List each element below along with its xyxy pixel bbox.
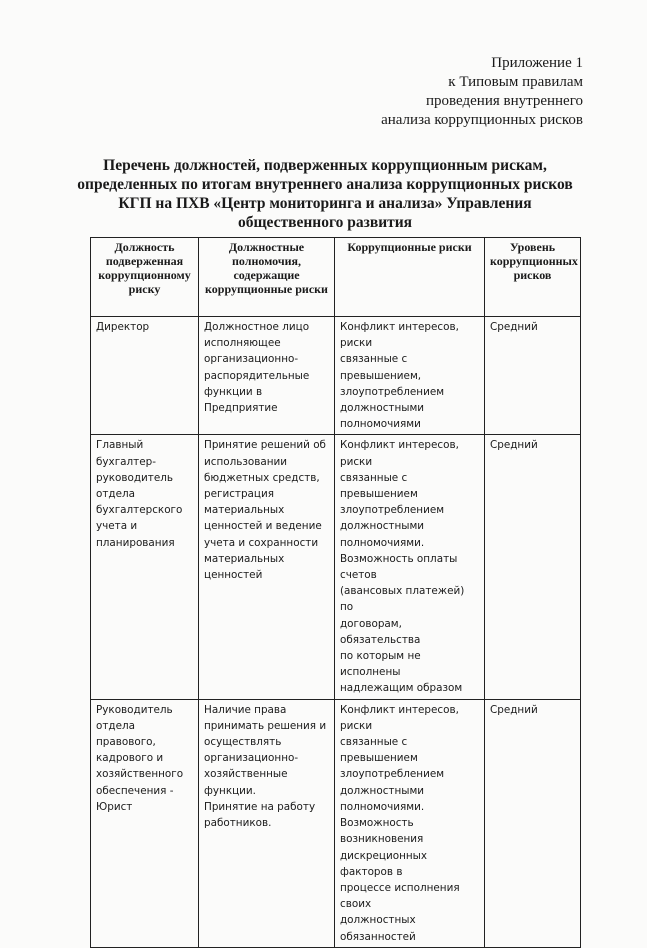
cell-text: злоупотреблением xyxy=(340,504,445,517)
cell-text: материальных xyxy=(204,552,285,565)
cell-text: отдела xyxy=(96,488,135,501)
header-powers: Должностные полномочия, содержащие коррупционные риски xyxy=(199,238,335,317)
cell-text: злоупотреблением xyxy=(340,385,445,398)
cell-text: Средний xyxy=(490,321,538,333)
appendix-line: Приложение 1 xyxy=(491,55,583,71)
header-position: Должность подверженная коррупционному риску xyxy=(91,238,199,317)
header-risks: Коррупционные риски xyxy=(335,238,485,317)
cell-text: руководитель xyxy=(96,471,174,484)
cell-text: полномочиями xyxy=(340,418,421,431)
cell-text: распорядительные xyxy=(204,369,310,382)
cell-text: Конфликт интересов, риски xyxy=(340,703,459,732)
table-header-row xyxy=(91,238,581,317)
cell-text: связанные с превышением, xyxy=(340,353,422,382)
table-row xyxy=(91,699,581,947)
appendix-line: анализа коррупционных рисков xyxy=(381,112,583,128)
cell-text: Юрист xyxy=(96,800,133,813)
cell-text: связанные с превышением xyxy=(340,736,418,765)
cell-text: должностными xyxy=(340,520,425,533)
cell-text: (авансовых платежей) по xyxy=(340,585,465,614)
title-line: Перечень должностей, подверженных коррупционным рискам, xyxy=(103,157,547,174)
cell-text: бухгалтерского xyxy=(96,504,183,517)
cell-text: материальных xyxy=(204,504,285,517)
cell-text: должностными xyxy=(340,784,425,797)
cell-text: исполняющее xyxy=(204,337,281,350)
cell-text: надлежащим образом xyxy=(340,682,463,695)
table-row xyxy=(91,435,581,699)
cell-text: процессе исполнения своих xyxy=(340,881,460,911)
cell-position xyxy=(91,435,199,699)
cell-position xyxy=(91,699,199,947)
title-line: общественного развития xyxy=(237,214,413,231)
corruption-risks-table xyxy=(90,237,581,948)
appendix-note xyxy=(381,54,583,130)
cell-level xyxy=(485,435,581,699)
cell-text: ценностей и ведение xyxy=(204,520,322,533)
cell-text: использовании xyxy=(204,455,288,468)
cell-text: договорам, обязательства xyxy=(340,617,421,646)
cell-text: полномочиями. xyxy=(340,536,425,549)
cell-text: регистрация xyxy=(204,488,275,501)
cell-text: должностных обязанностей xyxy=(340,914,416,943)
cell-text: должностными xyxy=(340,402,425,415)
document-title xyxy=(70,156,580,232)
cell-position xyxy=(91,317,199,435)
appendix-line: проведения внутреннего xyxy=(426,93,583,109)
cell-level xyxy=(485,317,581,435)
cell-text: бюджетных средств, xyxy=(204,471,320,484)
cell-text: отдела правового, xyxy=(96,719,156,749)
title-line: определенных по итогам внутреннего анализа коррупционных рисков xyxy=(77,176,573,193)
cell-text: Возможность xyxy=(340,817,414,830)
cell-text: Принятие решений об xyxy=(204,439,326,452)
cell-text: Наличие права xyxy=(204,703,287,716)
cell-risks xyxy=(335,699,485,947)
title-line: КГП на ПХВ «Центр мониторинга и анализа» Управления xyxy=(118,195,532,212)
cell-text: Конфликт интересов, риски xyxy=(340,439,459,468)
cell-risks xyxy=(335,435,485,699)
cell-text: Должностное лицо xyxy=(204,321,310,333)
cell-text: учета и xyxy=(96,520,138,533)
cell-text: учета и сохранности xyxy=(204,536,319,549)
cell-level xyxy=(485,699,581,947)
cell-text: Возможность оплаты счетов xyxy=(340,552,458,582)
cell-text: работников. xyxy=(204,817,272,830)
cell-text: Главный бухгалтер- xyxy=(96,439,156,468)
cell-powers xyxy=(199,435,335,699)
cell-text: злоупотреблением xyxy=(340,768,445,781)
cell-text: организационно- xyxy=(204,752,299,765)
appendix-line: к Типовым правилам xyxy=(448,74,583,90)
cell-text: хозяйственного xyxy=(96,768,184,781)
cell-text: хозяйственные функции. xyxy=(204,768,288,797)
cell-text: Конфликт интересов, риски xyxy=(340,321,459,350)
table-row xyxy=(91,317,581,435)
cell-text: Директор xyxy=(96,321,150,333)
cell-text: принимать решения и xyxy=(204,719,327,732)
cell-text: Руководитель xyxy=(96,703,173,716)
cell-powers xyxy=(199,317,335,435)
cell-text: обеспечения - xyxy=(96,784,174,797)
cell-text: Средний xyxy=(490,439,538,452)
cell-text: ценностей xyxy=(204,569,263,582)
cell-text: дискреционных факторов в xyxy=(340,849,428,878)
cell-text: связанные с превышением xyxy=(340,471,418,501)
cell-powers xyxy=(199,699,335,947)
cell-text: по которым не исполнены xyxy=(340,650,421,679)
cell-text: планирования xyxy=(96,536,175,549)
cell-text: Принятие на работу xyxy=(204,800,316,813)
cell-text: Средний xyxy=(490,703,538,716)
header-level: Уровень коррупционных рисков xyxy=(485,238,581,317)
cell-text: полномочиями. xyxy=(340,800,425,813)
cell-text: организационно- xyxy=(204,353,299,366)
cell-text: возникновения xyxy=(340,833,424,846)
cell-text: функции в Предприятие xyxy=(204,385,278,415)
cell-text: осуществлять xyxy=(204,736,282,749)
cell-risks xyxy=(335,317,485,435)
cell-text: кадрового и xyxy=(96,752,164,765)
